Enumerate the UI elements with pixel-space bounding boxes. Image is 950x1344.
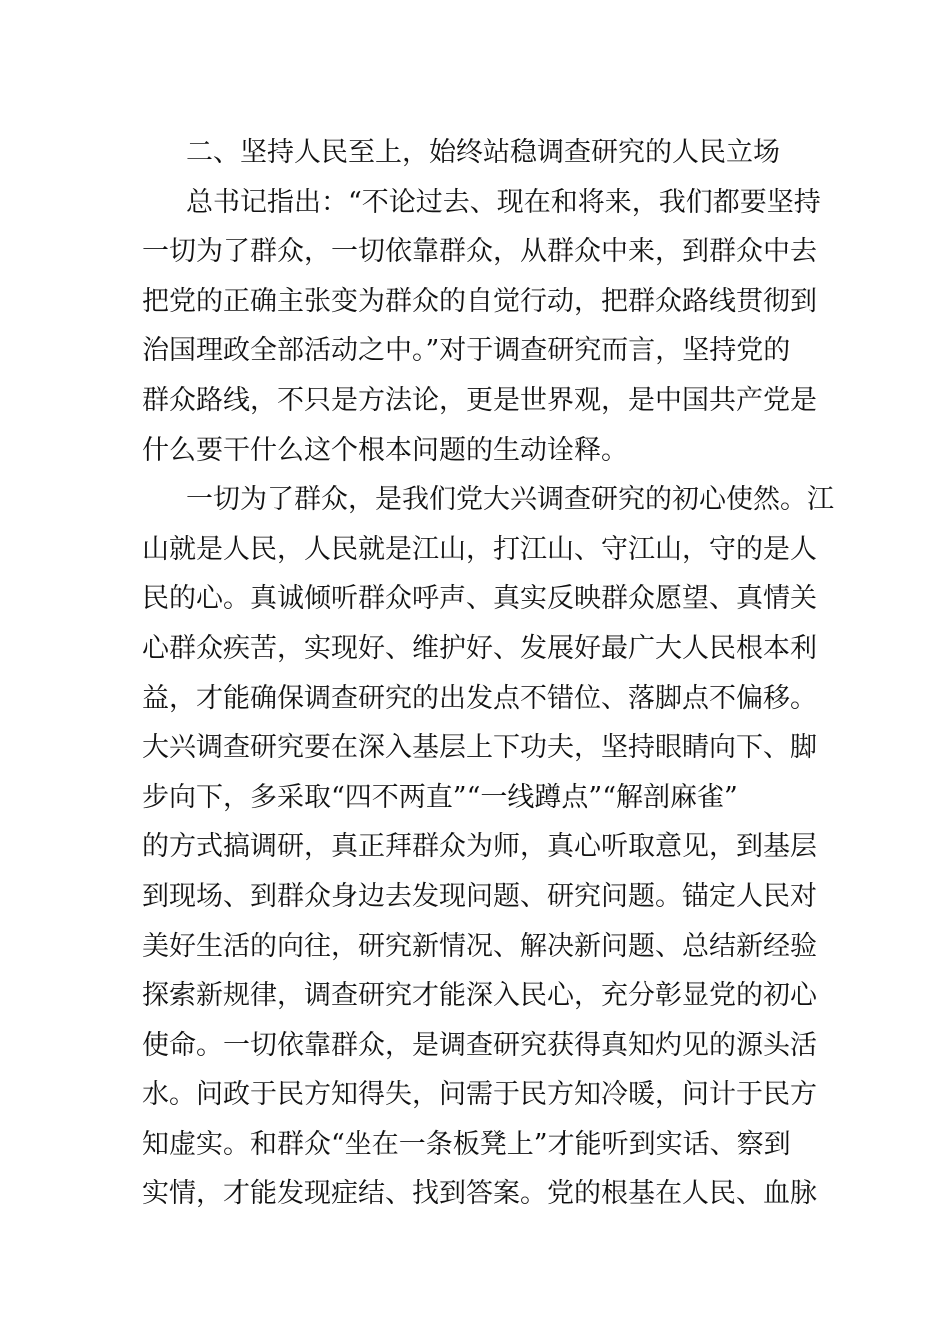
paragraph-line: 总书记指出：“不论过去、现在和将来，我们都要坚持 (186, 186, 821, 218)
section-heading: 二、坚持人民至上，始终站稳调查研究的人民立场 (186, 137, 780, 168)
paragraph-line: 知虚实。和群众“坐在一条板凳上”才能听到实话、察到 (142, 1128, 791, 1160)
paragraph-line: 群众路线，不只是方法论，更是世界观，是中国共产党是 (142, 384, 817, 416)
paragraph-line: 一切为了群众，一切依靠群众，从群众中来，到群众中去 (142, 236, 817, 268)
paragraph-line: 把党的正确主张变为群众的自觉行动，把群众路线贯彻到 (142, 285, 817, 317)
paragraph-line: 一切为了群众，是我们党大兴调查研究的初心使然。江 (186, 484, 834, 516)
paragraph-line: 步向下，多采取“四不两直”“一线蹲点”“解剖麻雀” (142, 781, 738, 813)
paragraph-line: 什么要干什么这个根本问题的生动诠释。 (142, 434, 628, 466)
paragraph-line: 益，才能确保调查研究的出发点不错位、落脚点不偏移。 (142, 682, 817, 714)
paragraph-line: 的方式搞调研，真正拜群众为师，真心听取意见，到基层 (142, 831, 817, 863)
paragraph-line: 美好生活的向往，研究新情况、解决新问题、总结新经验 (142, 930, 817, 962)
paragraph-line: 探索新规律，调查研究才能深入民心，充分彰显党的初心 (142, 980, 817, 1012)
paragraph-line: 治国理政全部活动之中。”对于调查研究而言，坚持党的 (142, 335, 791, 367)
paragraph-line: 民的心。真诚倾听群众呼声、真实反映群众愿望、真情关 (142, 583, 817, 615)
paragraph-line: 到现场、到群众身边去发现问题、研究问题。锚定人民对 (142, 880, 817, 912)
paragraph-line: 使命。一切依靠群众，是调查研究获得真知灼见的源头活 (142, 1029, 817, 1061)
paragraph-line: 山就是人民，人民就是江山，打江山、守江山，守的是人 (142, 533, 817, 565)
paragraph-line: 水。问政于民方知得失，问需于民方知冷暖，问计于民方 (142, 1079, 817, 1111)
paragraph-line: 实情，才能发现症结、找到答案。党的根基在人民、血脉 (142, 1178, 817, 1210)
paragraph-line: 心群众疾苦，实现好、维护好、发展好最广大人民根本利 (142, 632, 817, 664)
paragraph-line: 大兴调查研究要在深入基层上下功夫，坚持眼睛向下、脚 (142, 732, 817, 764)
document-body (142, 128, 834, 1219)
